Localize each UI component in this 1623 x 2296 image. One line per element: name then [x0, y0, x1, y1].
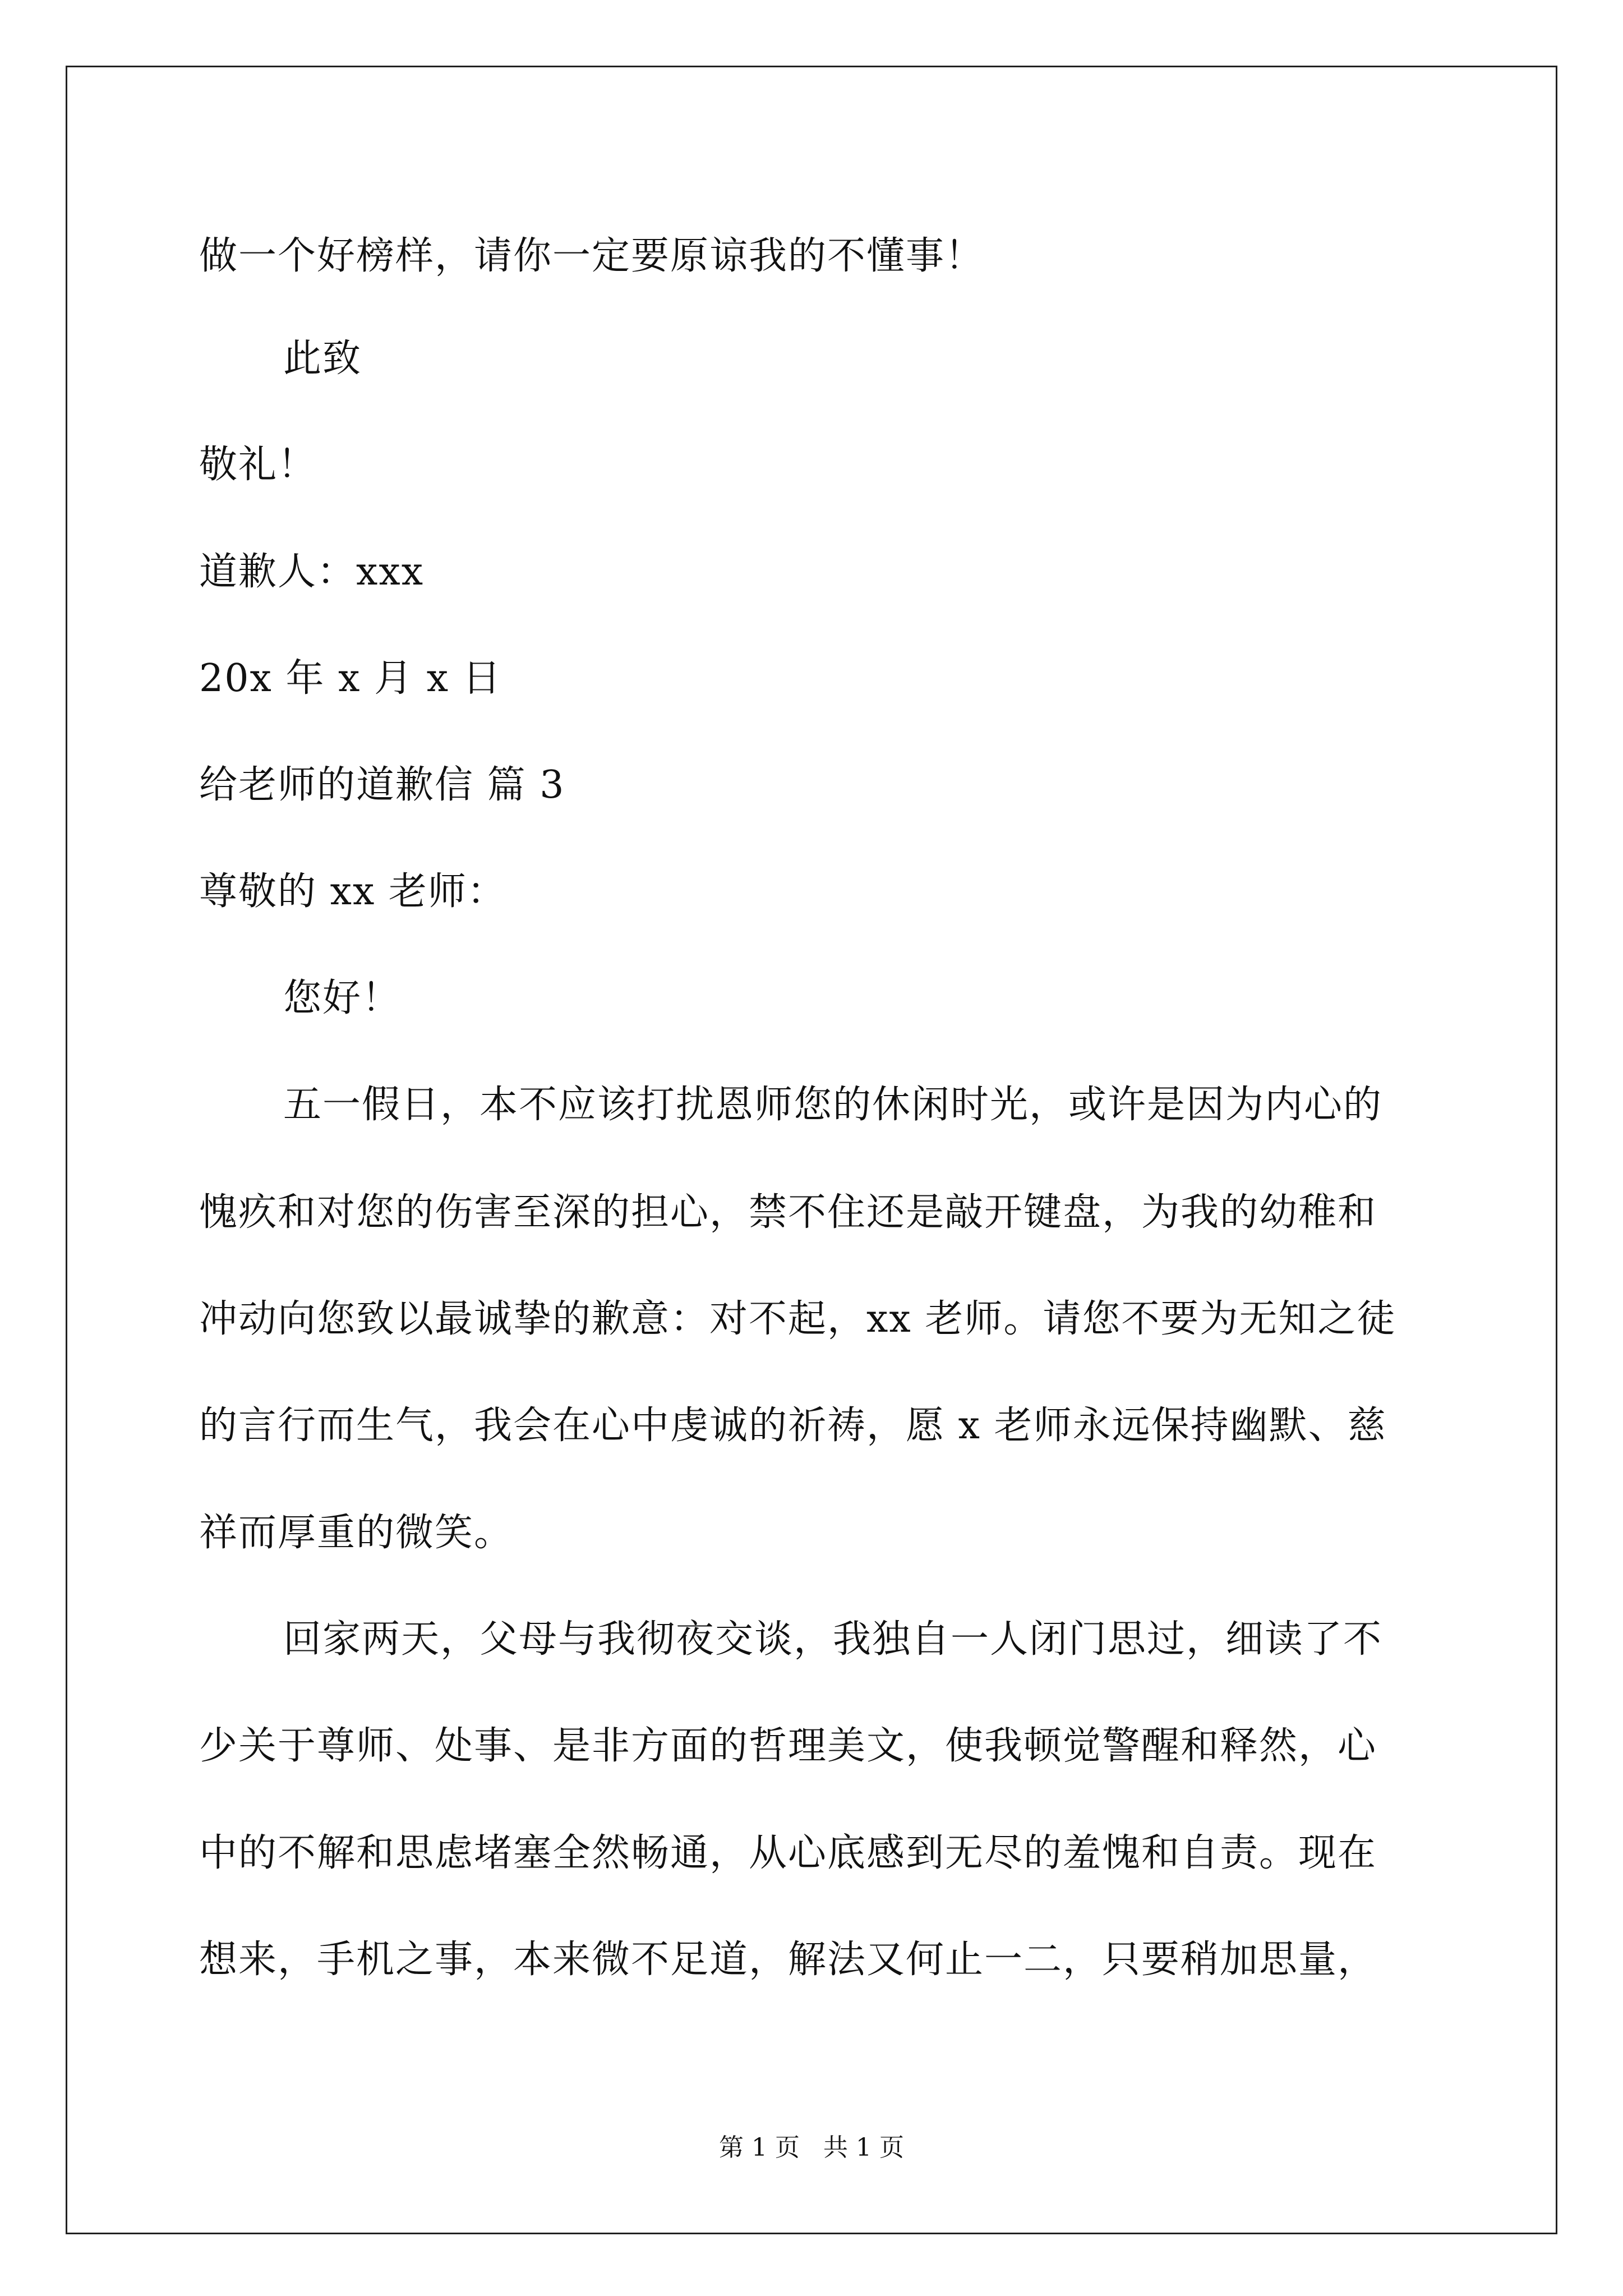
greeting-line: 尊敬的 xx 老师：: [199, 869, 506, 914]
section-heading: 给老师的道歉信 篇 3: [199, 763, 565, 807]
page-number-footer: 第 1 页 共 1 页: [719, 2133, 904, 2162]
paragraph-line: 回家两天，父母与我彻夜交谈，我独自一人闭门思过，细读了不: [283, 1617, 1383, 1662]
paragraph-line: 中的不解和思虑堵塞全然畅通，从心底感到无尽的羞愧和自责。现在: [199, 1831, 1377, 1875]
paragraph-line: 冲动向您致以最诚挚的歉意：对不起，xx 老师。请您不要为无知之徒: [199, 1297, 1396, 1341]
salutation-line: 敬礼！: [199, 443, 317, 487]
date-line: 20x 年 x 月 x 日: [199, 656, 502, 701]
paragraph-line: 祥而厚重的微笑。: [199, 1511, 514, 1555]
paragraph-line: 的言行而生气，我会在心中虔诚的祈祷，愿 x 老师永远保持幽默、慈: [199, 1404, 1387, 1448]
paragraph-line: 愧疚和对您的伤害至深的担心，禁不住还是敲开键盘，为我的幼稚和: [199, 1190, 1377, 1235]
closing-line: 此致: [283, 337, 362, 381]
text-line: 做一个好榜样，请你一定要原谅我的不懂事！: [199, 234, 985, 278]
page-border: [66, 66, 1557, 2234]
paragraph-line: 少关于尊师、处事、是非方面的哲理美文，使我顿觉警醒和释然，心: [199, 1724, 1377, 1768]
paragraph-line: 五一假日，本不应该打扰恩师您的休闲时光，或许是因为内心的: [283, 1083, 1383, 1127]
signer-line: 道歉人：xxx: [199, 550, 425, 594]
paragraph-line: 想来，手机之事，本来微不足道，解法又何止一二，只要稍加思量，: [199, 1938, 1377, 1982]
greeting-line: 您好！: [283, 976, 402, 1020]
